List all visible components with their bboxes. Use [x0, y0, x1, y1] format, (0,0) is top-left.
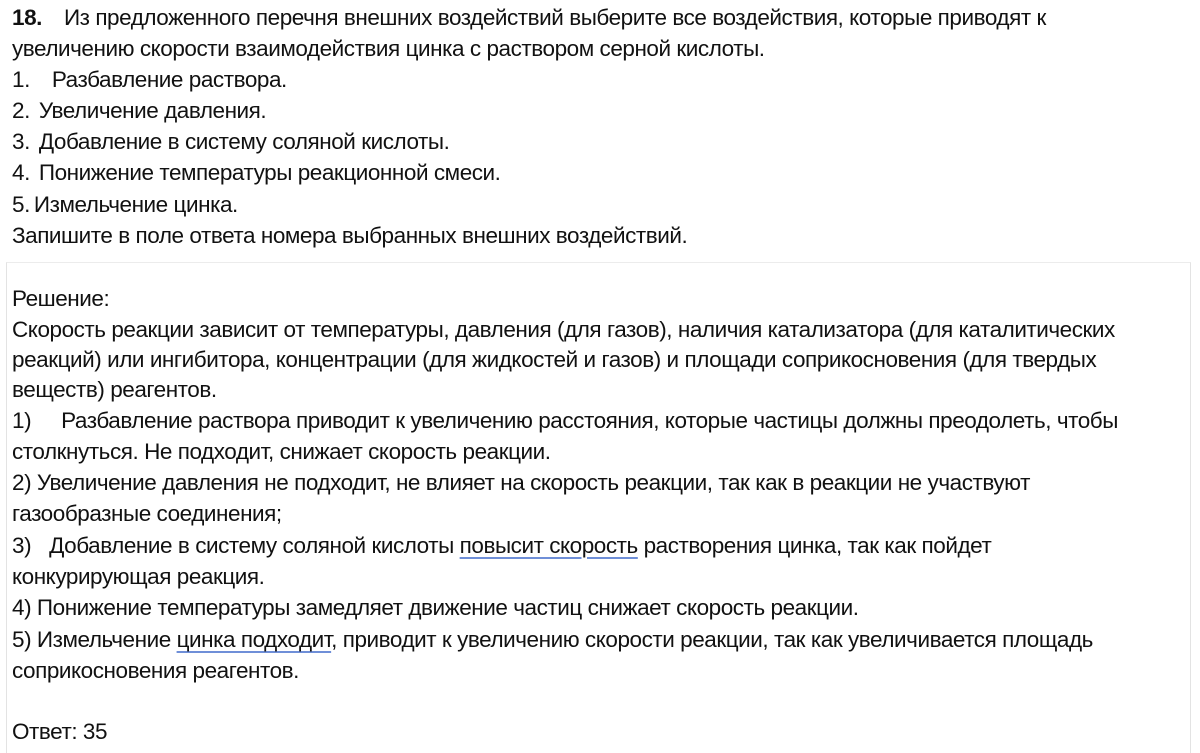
option-3 — [12, 126, 449, 157]
solution-intro-1: Скорость реакции зависит от температуры, давления (для газов), наличия катализатора (для каталитических — [12, 317, 1115, 342]
option-4 — [12, 157, 500, 188]
solution-point-3-text-b: растворения цинка, так как пойдет — [637, 533, 992, 558]
solution-point-3 — [12, 530, 991, 561]
solution-point-2: 2) Увеличение давления не подходит, не влияет на скорость реакции, так как в реакции не участвуют — [12, 470, 1030, 495]
answer: Ответ: 35 — [12, 719, 108, 744]
solution-point-5 — [12, 624, 1093, 655]
spellcheck-mark-1: повысит скорость — [459, 533, 638, 558]
option-3-text: Добавление в систему соляной кислоты. — [38, 129, 450, 154]
solution-point-1 — [12, 405, 1118, 436]
option-1 — [12, 64, 287, 95]
solution-point-1-text: Разбавление раствора приводит к увеличению расстояния, которые частицы должны преодолеть, чтобы — [61, 408, 1118, 433]
question-text-1: Из предложенного перечня внешних воздействий выберите все воздействия, которые приводят к — [63, 5, 1046, 30]
solution-intro-3: веществ) реагентов. — [12, 377, 217, 402]
option-4-number: 4. — [12, 160, 30, 185]
option-5 — [12, 189, 238, 220]
question-number: 18. — [12, 5, 42, 30]
option-3-number: 3. — [12, 129, 30, 154]
solution-intro-2: реакций) или ингибитора, концентрации (для жидкостей и газов) и площади соприкосновения (для твердых — [12, 347, 1097, 372]
solution-heading: Решение: — [12, 286, 110, 311]
option-2-text: Увеличение давления. — [38, 98, 267, 123]
solution-point-4: 4) Понижение температуры замедляет движение частиц снижает скорость реакции. — [12, 595, 859, 620]
solution-point-2-cont: газообразные соединения; — [12, 501, 282, 526]
spellcheck-mark-2: цинка подходит — [176, 627, 332, 652]
solution-point-5-cont: соприкосновения реагентов. — [12, 658, 299, 683]
option-5-number: 5. — [12, 192, 30, 217]
question-line-2: увеличению скорости взаимодействия цинка с раствором серной кислоты. — [12, 36, 765, 61]
solution-point-3-text-a: Добавление в систему соляной кислоты — [49, 533, 460, 558]
question-line-1 — [12, 2, 1046, 33]
option-2 — [12, 95, 266, 126]
option-4-text: Понижение температуры реакционной смеси. — [38, 160, 501, 185]
option-1-text: Разбавление раствора. — [51, 67, 287, 92]
solution-point-5-text-a: 5) Измельчение — [12, 627, 177, 652]
option-5-text: Измельчение цинка. — [33, 192, 238, 217]
solution-point-5-text-b: , приводит к увеличению скорости реакции, так как увеличивается площадь — [331, 627, 1093, 652]
solution-point-1-cont: столкнуться. Не подходит, снижает скорость реакции. — [12, 439, 551, 464]
solution-point-3-cont: конкурирующая реакция. — [12, 564, 265, 589]
solution-point-3-number: 3) — [12, 533, 32, 558]
option-1-number: 1. — [12, 67, 30, 92]
question-instruction: Запишите в поле ответа номера выбранных внешних воздействий. — [12, 223, 688, 248]
solution-point-1-number: 1) — [12, 408, 32, 433]
option-2-number: 2. — [12, 98, 30, 123]
